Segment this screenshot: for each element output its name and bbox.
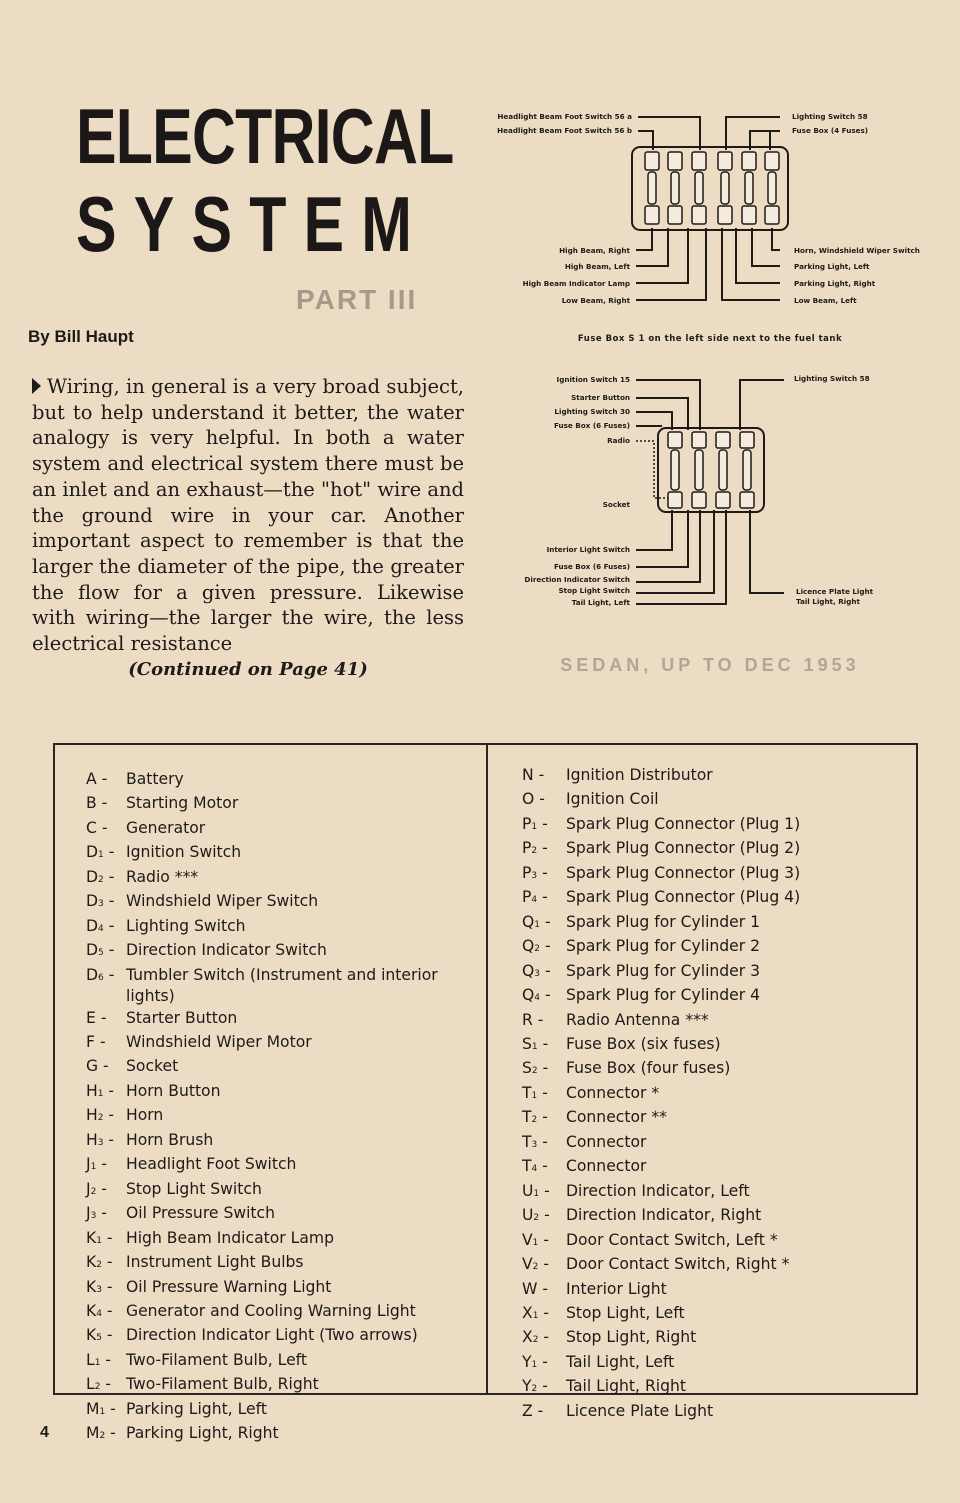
label-starter-button: Starter Button [571,393,630,402]
legend-code-letter: J [86,1179,91,1198]
label-low-beam-left: Low Beam, Left [794,296,857,305]
legend-code: K5 - [86,1326,113,1345]
legend-item [86,1252,478,1276]
legend-code-subscript: 3 [534,968,541,979]
legend-description: Headlight Foot Switch [126,1155,297,1174]
legend-description: Fuse Box (four fuses) [566,1059,731,1078]
legend-code-letter: L [86,1350,95,1369]
legend-item [522,1107,912,1131]
intro-text: Wiring, in general is a very broad subject, but to help understand it better, the water analogy is very helpful. In both a water system and electrical system there must be an inlet and an exhaust—the "hot" wire and the ground wire in your car. Another important aspect to remember is that the larger the diameter of the pipe, the greater the flow for a given pressure. Likewise with wiring—the larger the wire, the less electrical resistance [32,375,464,656]
legend-item [522,1376,912,1400]
legend-code-letter: K [86,1326,97,1345]
legend-item [522,765,912,789]
legend-divider [486,743,488,1395]
legend-code: E - [86,1008,107,1027]
legend-code: K4 - [86,1301,113,1320]
legend-code-letter: D [86,843,99,862]
legend-code-subscript: 2 [531,1384,538,1395]
legend-code: V2 - [522,1255,549,1274]
legend-description: Direction Indicator Switch [126,941,327,960]
legend-item [522,985,912,1009]
legend-code: H2 - [86,1106,115,1125]
legend-code-subscript: 5 [98,948,104,959]
legend-code-letter: V [522,1255,533,1274]
legend-description: Spark Plug Connector (Plug 1) [566,814,801,833]
legend-code-letter: D [86,916,99,935]
legend-item [86,1374,478,1398]
legend-description: Battery [126,770,184,788]
legend-item [522,1132,912,1156]
legend-item [86,1350,478,1374]
legend-item [86,1154,478,1178]
legend-description: High Beam Indicator Lamp [126,1228,334,1247]
legend-description: Horn Brush [126,1130,214,1149]
label-lighting-switch-58-b: Lighting Switch 58 [794,374,870,383]
legend-description: Horn Button [126,1081,221,1100]
legend-code-letter: T [522,1108,532,1127]
legend-code: A - [86,770,108,788]
legend-code-letter: S [522,1059,532,1078]
legend-item [522,1401,912,1425]
legend-code-subscript: 3 [90,1211,97,1222]
legend-description: Spark Plug Connector (Plug 2) [566,839,801,858]
legend-code-letter: F [86,1032,95,1051]
legend-code-letter: G [86,1057,99,1076]
legend-code-letter: E [86,1008,96,1027]
legend-code-subscript: 2 [96,1260,102,1271]
diagram2-caption: SEDAN, UP TO DEC 1953 [560,655,860,675]
legend-code-letter: X [522,1328,533,1347]
legend-code-letter: B [86,794,97,813]
legend-item [522,863,912,887]
legend-code-subscript: 1 [90,1162,97,1173]
legend-code-letter: K [86,1228,97,1247]
part-label: PART III [296,284,418,315]
legend-code: J3 - [86,1204,107,1223]
legend-item [522,961,912,985]
legend-description: Ignition Distributor [566,766,713,784]
legend-code: Q2 - [522,937,551,956]
legend-code-subscript: 1 [531,821,538,832]
legend-code-subscript: 1 [531,1041,538,1052]
legend-description: Parking Light, Right [126,1424,279,1443]
legend-right-column [522,765,912,1425]
legend-item [86,793,478,817]
legend-item [86,965,478,1008]
legend-description: Direction Indicator, Right [566,1206,762,1225]
legend-code-letter: N [522,766,534,784]
legend-code-letter: K [86,1253,97,1272]
legend-code-subscript: 1 [96,1235,102,1246]
legend-item [522,1254,912,1278]
legend-code-letter: T [522,1083,532,1102]
legend-description: Spark Plug Connector (Plug 4) [566,888,801,907]
legend-description: Stop Light, Right [566,1328,697,1347]
label-fuse-box-6-bottom: Fuse Box (6 Fuses) [553,562,630,571]
legend-code: J1 - [86,1155,107,1174]
legend-code-letter: P [522,814,532,833]
legend-code-subscript: 4 [98,923,104,934]
legend-item [86,867,478,891]
legend-item [522,1010,912,1034]
legend-description: Lighting Switch [126,916,246,935]
legend-code: K2 - [86,1253,113,1272]
legend-description: Door Contact Switch, Left * [566,1230,778,1249]
legend-code-letter: P [522,863,532,882]
label-fuse-box-4: Fuse Box (4 Fuses) [792,126,869,135]
legend-code-letter: D [86,965,99,984]
legend-code-letter: H [86,1130,98,1149]
legend-code: W - [522,1279,549,1298]
legend-code-subscript: 1 [97,1088,104,1099]
legend-item [86,769,478,793]
legend-code-letter: Z [522,1401,533,1420]
legend-code-subscript: 1 [534,919,541,930]
legend-item [86,940,478,964]
legend-code-letter: Q [522,961,535,980]
legend-description: Ignition Switch [126,843,242,862]
legend-code-subscript: 3 [98,899,104,910]
label-interior-light-switch: Interior Light Switch [546,545,630,554]
legend-code-letter: X [522,1303,533,1322]
legend-code: O - [522,790,545,809]
legend-description: Interior Light [566,1279,667,1298]
legend-description: Connector [566,1132,647,1151]
label-horn-wiper-switch: Horn, Windshield Wiper Switch [794,246,920,255]
title-line-2: SYSTEM [76,180,430,268]
legend-code-letter: D [86,941,99,960]
legend-code: S2 - [522,1059,549,1078]
legend-code: P3 - [522,863,548,882]
legend-code-letter: Q [522,912,535,931]
legend-code-letter: Q [522,986,535,1005]
legend-description: Two-Filament Bulb, Left [126,1350,308,1369]
legend-description: Door Contact Switch, Right * [566,1255,790,1274]
legend-item [522,1034,912,1058]
label-ignition-switch-15: Ignition Switch 15 [556,375,630,384]
legend-code: Q1 - [522,912,551,931]
legend-item [522,912,912,936]
legend-code-letter: H [86,1081,98,1100]
continued-note: (Continued on Page 41) [128,658,368,680]
legend-code-letter: J [86,1155,91,1174]
label-high-beam-left: High Beam, Left [564,262,630,271]
legend-description: Direction Indicator, Left [566,1181,750,1200]
legend-description: Radio *** [126,867,199,886]
legend-description: Connector [566,1157,647,1176]
label-parking-right: Parking Light, Right [794,279,876,288]
legend-code-subscript: 3 [97,1137,104,1148]
legend-item [86,1056,478,1080]
legend-item [522,1230,912,1254]
legend-code: P1 - [522,814,548,833]
legend-code-subscript: 2 [98,874,104,885]
legend-description: Oil Pressure Warning Light [126,1277,332,1296]
legend-code-subscript: 6 [98,972,104,983]
legend-code-letter: Y [522,1377,532,1396]
legend-code: P4 - [522,888,548,907]
legend-description: Ignition Coil [566,790,659,809]
legend-code-subscript: 2 [99,1431,106,1442]
legend-description: Radio Antenna *** [566,1010,709,1029]
legend-code-letter: D [86,867,99,886]
legend-code: R - [522,1010,544,1029]
legend-code: M1 - [86,1399,116,1418]
legend-code-subscript: 2 [533,1213,540,1224]
legend-item [86,842,478,866]
legend-code: D3 - [86,892,115,911]
legend-code-letter: T [522,1157,532,1176]
legend-code-letter: U [522,1206,534,1225]
label-lighting-switch-58: Lighting Switch 58 [792,112,868,121]
legend-description: Spark Plug for Cylinder 2 [566,937,761,956]
legend-left-column [86,769,478,1448]
legend-item [522,1303,912,1327]
legend-code-letter: S [522,1034,532,1053]
legend-code-subscript: 2 [531,1115,538,1126]
legend-code: G - [86,1057,109,1076]
legend-item [86,1105,478,1129]
legend-item [522,936,912,960]
legend-description: Spark Plug for Cylinder 1 [566,912,761,931]
legend-item [86,1203,478,1227]
legend-code: Z - [522,1401,544,1420]
legend-item [522,814,912,838]
legend-code: T2 - [522,1108,548,1127]
legend-code: Y2 - [522,1377,548,1396]
legend-code: T3 - [522,1132,548,1151]
label-tail-light-left: Tail Light, Left [571,598,630,607]
legend-code-subscript: 1 [98,850,104,861]
legend-code-subscript: 1 [532,1237,539,1248]
legend-code: Y1 - [522,1352,548,1371]
legend-code: M2 - [86,1424,116,1443]
legend-code: H3 - [86,1130,115,1149]
legend-description: Starter Button [126,1008,238,1027]
legend-code: K1 - [86,1228,113,1247]
legend-code-subscript: 4 [531,895,538,906]
legend-description: Connector * [566,1083,660,1102]
legend-item [86,1301,478,1325]
legend-item [86,1179,478,1203]
legend-code: N - [522,766,545,784]
legend-code-subscript: 1 [533,1188,540,1199]
legend-code: Q4 - [522,986,551,1005]
legend-code-subscript: 5 [96,1333,102,1344]
legend-code-subscript: 3 [531,1139,538,1150]
legend-item [86,891,478,915]
legend-code: L2 - [86,1375,112,1394]
legend-description: Windshield Wiper Motor [126,1032,312,1051]
legend-code-letter: J [86,1204,91,1223]
legend-description: Direction Indicator Light (Two arrows) [126,1326,418,1345]
legend-code: D1 - [86,843,115,862]
legend-item [522,1327,912,1351]
legend-code: H1 - [86,1081,115,1100]
legend-code: P2 - [522,839,548,858]
legend-code: D5 - [86,941,115,960]
legend-description: Horn [126,1106,164,1125]
legend-code-letter: C [86,818,97,837]
legend-description: Stop Light Switch [126,1179,262,1198]
legend-code: C - [86,818,108,837]
legend-code-letter: M [86,1399,100,1418]
legend-code: V1 - [522,1230,549,1249]
legend-code: U2 - [522,1206,550,1225]
label-lighting-switch-30: Lighting Switch 30 [554,407,630,416]
legend-description: Starting Motor [126,794,239,813]
legend-item [86,1032,478,1056]
legend-code-letter: A [86,770,97,788]
legend-item [522,838,912,862]
legend-description: Tail Light, Right [566,1377,687,1396]
legend-code-subscript: 2 [94,1382,101,1393]
legend-description: Stop Light, Left [566,1303,685,1322]
legend-description: Socket [126,1057,179,1076]
label-stop-light-switch: Stop Light Switch [558,586,630,595]
legend-code: D2 - [86,867,115,886]
legend-code-subscript: 2 [532,1335,539,1346]
label-beam-switch-56a: Headlight Beam Foot Switch 56 a [497,112,632,121]
legend-description: Generator [126,818,206,837]
legend-item [86,818,478,842]
legend-code: U1 - [522,1181,550,1200]
diagram1-caption: Fuse Box S 1 on the left side next to the fuel tank [577,334,843,344]
label-tail-light-right: Tail Light, Right [796,597,860,606]
label-parking-left: Parking Light, Left [794,262,870,271]
legend-code-subscript: 2 [532,1262,539,1273]
legend-item [522,1058,912,1082]
legend-description: Spark Plug for Cylinder 4 [566,986,761,1005]
legend-description: Instrument Light Bulbs [126,1253,304,1272]
legend-item [86,1228,478,1252]
legend-item [86,1081,478,1105]
legend-code-letter: D [86,892,99,911]
legend-code-letter: V [522,1230,533,1249]
legend-description: Generator and Cooling Warning Light [126,1301,416,1320]
fuse-box-diagrams [0,0,960,740]
legend-item [522,1156,912,1180]
legend-code-subscript: 2 [90,1186,97,1197]
legend-code-subscript: 3 [96,1284,102,1295]
legend-description: Oil Pressure Switch [126,1204,275,1223]
legend-description: Spark Plug Connector (Plug 3) [566,863,801,882]
legend-code-letter: M [86,1424,100,1443]
legend-description: Windshield Wiper Switch [126,892,319,911]
legend-code-letter: W [522,1279,538,1298]
legend-code: F - [86,1032,106,1051]
legend-code-subscript: 2 [534,944,541,955]
legend-code-subscript: 1 [532,1310,539,1321]
legend-item [522,1279,912,1303]
legend-code: S1 - [522,1034,549,1053]
label-fuse-box-6-top: Fuse Box (6 Fuses) [553,421,630,430]
legend-code-subscript: 3 [531,870,538,881]
legend-code-letter: U [522,1181,534,1200]
legend-code-subscript: 4 [534,993,541,1004]
byline: By Bill Haupt [28,327,134,346]
legend-item [86,916,478,940]
label-high-beam-indicator: High Beam Indicator Lamp [522,279,630,288]
legend-code: X1 - [522,1303,550,1322]
label-direction-indicator-switch: Direction Indicator Switch [524,575,630,584]
legend-item [522,1083,912,1107]
legend-code-letter: K [86,1277,97,1296]
legend-code-letter: Y [522,1352,532,1371]
legend-code: Q3 - [522,961,551,980]
legend-code: B - [86,794,108,813]
legend-description: Tail Light, Left [566,1352,675,1371]
legend-item [522,1181,912,1205]
legend-code: D4 - [86,916,115,935]
legend-description: Tumbler Switch (Instrument and interior lights) [126,965,438,1006]
legend-item [86,1008,478,1032]
page-number: 4 [40,1424,49,1441]
legend-code-letter: Q [522,937,535,956]
legend-code-letter: O [522,790,535,809]
legend-description: Fuse Box (six fuses) [566,1034,721,1053]
legend-code-subscript: 1 [531,1090,538,1101]
legend-item [522,887,912,911]
legend-code: K3 - [86,1277,113,1296]
legend-code-letter: H [86,1106,98,1125]
legend-code-subscript: 1 [99,1406,106,1417]
legend-code-subscript: 2 [531,846,538,857]
legend-item [86,1423,478,1447]
label-licence-plate-light: Licence Plate Light [796,587,874,596]
legend-description: Connector ** [566,1108,667,1127]
legend-item [522,1352,912,1376]
legend-description: Two-Filament Bulb, Right [126,1375,319,1394]
label-high-beam-right: High Beam, Right [559,246,630,255]
legend-code: D6 - [86,965,115,984]
label-socket: Socket [602,500,630,509]
legend-code: T1 - [522,1083,548,1102]
legend-code-letter: T [522,1132,532,1151]
legend-item [86,1399,478,1423]
legend-code-subscript: 1 [94,1357,101,1368]
label-radio: Radio [607,436,630,445]
legend-item [86,1277,478,1301]
legend-code: X2 - [522,1328,550,1347]
legend-code-letter: R [522,1010,533,1029]
legend-code-letter: P [522,888,532,907]
legend-item [522,789,912,813]
legend-code: T4 - [522,1157,548,1176]
legend-code-subscript: 4 [531,1164,538,1175]
label-low-beam-right: Low Beam, Right [561,296,630,305]
legend-code-letter: L [86,1375,95,1394]
legend-code-letter: K [86,1301,97,1320]
legend-code-subscript: 1 [531,1359,538,1370]
title-line-1: ELECTRICAL [76,92,454,180]
legend-code-subscript: 4 [96,1308,102,1319]
legend-code-subscript: 2 [97,1113,104,1124]
legend-item [86,1130,478,1154]
legend-code-letter: P [522,839,532,858]
legend-item [522,1205,912,1229]
label-beam-switch-56b: Headlight Beam Foot Switch 56 b [497,126,632,135]
legend-item [86,1325,478,1349]
legend-code: J2 - [86,1179,107,1198]
legend-code: L1 - [86,1350,112,1369]
legend-code-subscript: 2 [531,1066,538,1077]
legend-description: Parking Light, Left [126,1399,267,1418]
legend-description: Licence Plate Light [566,1401,714,1420]
legend-description: Spark Plug for Cylinder 3 [566,961,761,980]
